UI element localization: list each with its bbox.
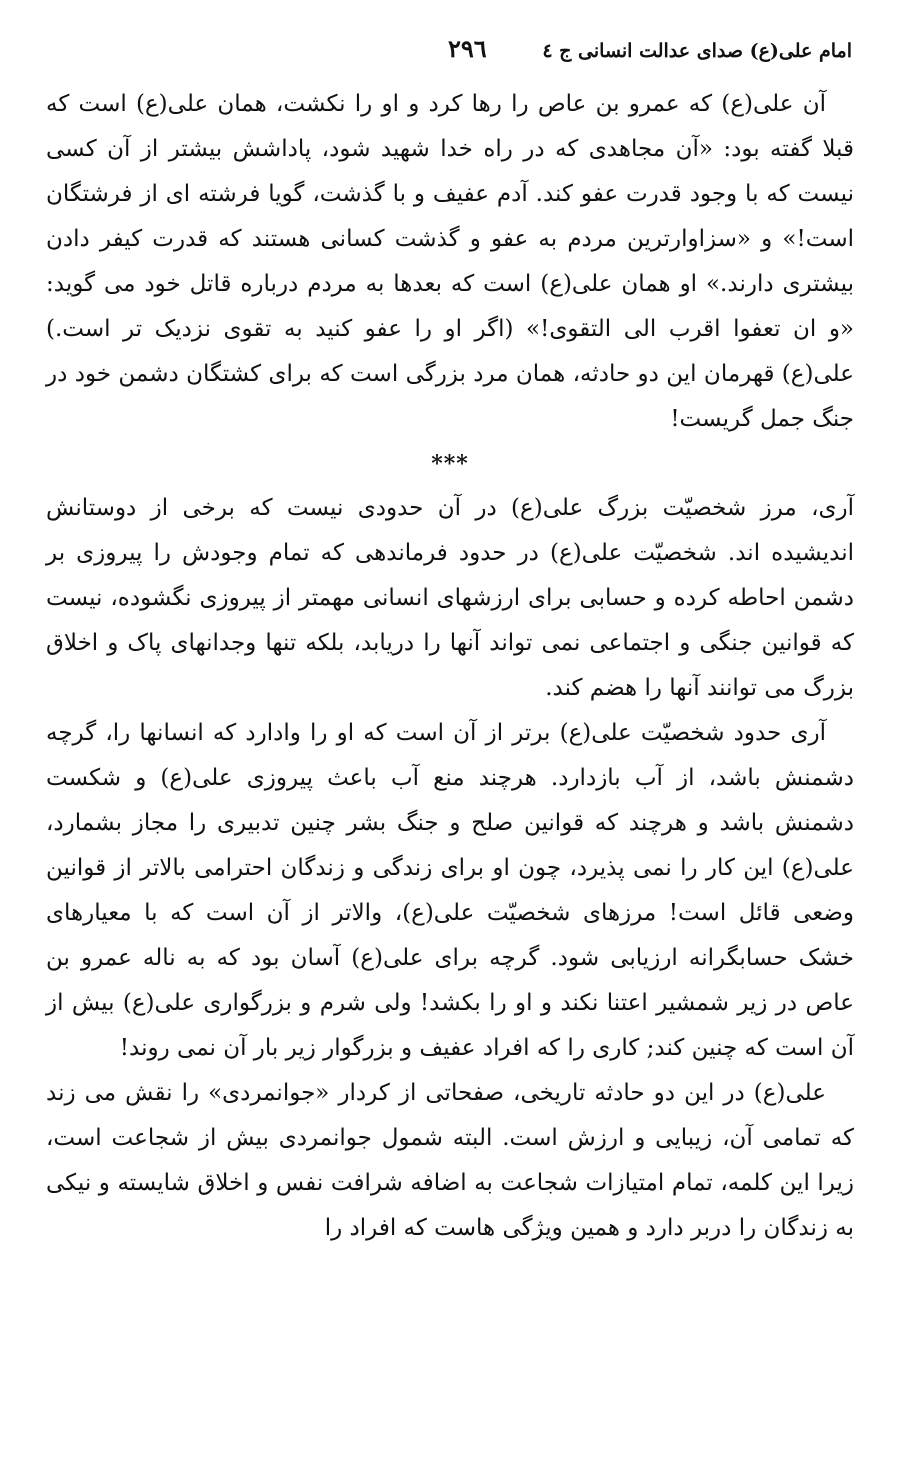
paragraph-4: علی(ع) در این دو حادثه تاریخی، صفحاتی از کردار «جوانمردی» را نقش می زند که تمامی آن، زیبایی و ارزش است. البته شمول جوانمردی بیش از شجاعت است، زیرا این کلمه، تمام امتیازات شجاعت به اضافه شرافت نفس و اخلاق شایسته و نیکی به زندگان را دربر دارد و همین ویژگی هاست که افراد را <box>46 1080 854 1241</box>
paragraph-1: آن علی(ع) که عمرو بن عاص را رها کرد و او را نکشت، همان علی(ع) است که قبلا گفته بود: «آن مجاهدی که در راه خدا شهید شود، پاداشش بیشتر از آن کسی نیست که با وجود قدرت عفو کند. آدم عفیف و با گذشت، گویا فرشته ای از فرشتگان است!» و «سزاوارترین مردم به عفو و گذشت کسانی هستند که قدرت کیفر دادن بیشتری دارند.» او همان علی(ع) است که بعدها به مردم درباره قاتل خود می گوید: «و ان تعفوا اقرب الی التقوی!» (اگر او را عفو کنید به تقوی نزدیک تر است.) علی(ع) قهرمان این دو حادثه، همان مرد بزرگی است که برای کشتگان دشمن خود در جنگ جمل گریست! <box>46 91 854 432</box>
page-number: ٢٩٦ <box>448 34 487 63</box>
section-separator: *** <box>431 451 469 477</box>
paragraph-3: آری حدود شخصیّت علی(ع) برتر از آن است که او را وادارد که انسانها را، گرچه دشمنش باشد، از آب بازدارد. هرچند منع آب باعث پیروزی علی(ع) و شکست دشمنش باشد و هرچند که قوانین صلح و جنگ بشر چنین تدبیری را مجاز بشمارد، علی(ع) این کار را نمی پذیرد، چون او برای زندگی و زندگان احترامی بالاتر از قوانین وضعی قائل است! مرزهای شخصیّت علی(ع)، والاتر از آن است که با معیارهای خشک حسابگرانه ارزیابی شود. گرچه برای علی(ع) آسان بود که به ناله عمرو بن عاص در زیر شمشیر اعتنا نکند و او را بکشد! ولی شرم و بزرگواری علی(ع) بیش از آن است که چنین کند; کاری را که افراد عفیف و بزرگوار زیر بار آن نمی روند! <box>46 720 854 1061</box>
running-title: امام علی(ع) صدای عدالت انسانی ج ٤ <box>542 40 852 62</box>
body-text <box>46 82 854 1251</box>
paragraph-2: آری، مرز شخصیّت بزرگ علی(ع) در آن حدودی نیست که برخی از دوستانش اندیشیده اند. شخصیّت علی(ع) در حدود فرماندهی که تمام وجودش را پیروزی بر دشمن احاطه کرده و حسابی برای ارزشهای انسانی مهمتر از پیروزی نگشوده، نیست که قوانین جنگی و اجتماعی نمی تواند آنها را دریابد، بلکه تنها وجدانهای پاک و اخلاق بزرگ می توانند آنها را هضم کند. <box>46 495 854 701</box>
page-header <box>40 34 852 70</box>
